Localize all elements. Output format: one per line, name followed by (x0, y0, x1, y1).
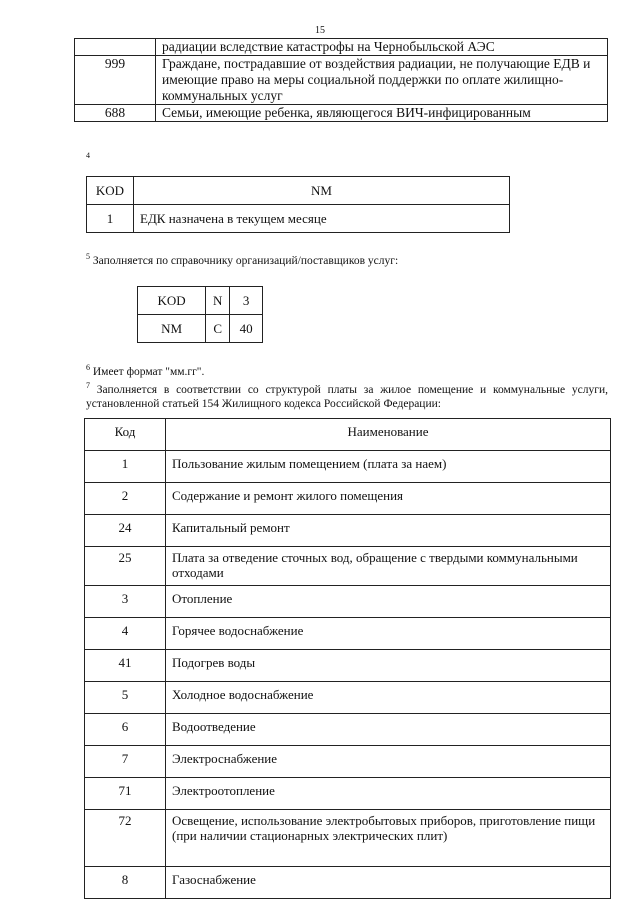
description-cell: Холодное водоснабжение (166, 682, 611, 714)
code-cell: 8 (85, 867, 166, 899)
table-row (85, 746, 611, 778)
header-cell: NM (134, 177, 510, 205)
code-cell: 999 (75, 56, 156, 105)
page-number: 15 (315, 25, 325, 36)
code-cell: 41 (85, 650, 166, 682)
table-row (85, 483, 611, 515)
table-row (75, 39, 608, 56)
description-cell: Плата за отведение сточных вод, обращение с твердыми коммунальными отходами (166, 547, 611, 586)
table-row (138, 287, 263, 315)
table-row (85, 586, 611, 618)
benefit-codes-table (74, 38, 608, 122)
code-cell: 3 (85, 586, 166, 618)
code-cell: 71 (85, 778, 166, 810)
code-cell: 2 (85, 483, 166, 515)
code-cell: 5 (85, 682, 166, 714)
table-row (85, 867, 611, 899)
table-row (85, 618, 611, 650)
table-cell: 40 (230, 315, 263, 343)
footnote-mark: 5 (86, 252, 90, 261)
table-row (85, 810, 611, 867)
edk-status-table (86, 176, 510, 233)
footnote-4-mark: 4 (86, 151, 90, 160)
table-row (75, 105, 608, 122)
footnote-text: Имеет формат "мм.гг". (92, 365, 205, 378)
footnote-mark: 6 (86, 363, 90, 372)
description-cell: Граждане, пострадавшие от воздействия радиации, не получающие ЕДВ и имеющие право на меры социальной поддержки по оплате жилищно-коммунальных услуг (156, 56, 608, 105)
description-cell: Отопление (166, 586, 611, 618)
table-row (85, 714, 611, 746)
description-cell: Содержание и ремонт жилого помещения (166, 483, 611, 515)
payment-structure-table (84, 418, 611, 899)
description-cell: радиации вследствие катастрофы на Чернобыльской АЭС (156, 39, 608, 56)
footnote-7 (86, 379, 608, 411)
table-row (85, 547, 611, 586)
code-cell: 1 (85, 451, 166, 483)
footnotes-6-7 (86, 361, 608, 411)
description-cell: Электроотопление (166, 778, 611, 810)
code-cell: 24 (85, 515, 166, 547)
code-cell: 1 (87, 205, 134, 233)
table-header-row (85, 419, 611, 451)
code-cell: 688 (75, 105, 156, 122)
header-cell: Код (85, 419, 166, 451)
footnote-5 (86, 252, 398, 267)
table-row (75, 56, 608, 105)
description-cell: Горячее водоснабжение (166, 618, 611, 650)
footnote-text: Заполняется по справочнику организаций/поставщиков услуг: (92, 254, 399, 267)
table-cell: N (206, 287, 230, 315)
description-cell: Подогрев воды (166, 650, 611, 682)
field-format-table (137, 286, 263, 343)
description-cell: Электроснабжение (166, 746, 611, 778)
table-cell: C (206, 315, 230, 343)
code-cell: 72 (85, 810, 166, 867)
table-header-row (87, 177, 510, 205)
code-cell: 4 (85, 618, 166, 650)
footnote-mark: 7 (86, 380, 90, 390)
table-row (85, 451, 611, 483)
code-cell: 25 (85, 547, 166, 586)
table-row (85, 682, 611, 714)
table-row (85, 778, 611, 810)
description-cell: Освещение, использование электробытовых приборов, приготовление пищи (при наличии стационарных электрических плит) (166, 810, 611, 867)
table-row (85, 515, 611, 547)
table-row (138, 315, 263, 343)
table-cell: KOD (138, 287, 206, 315)
table-row (87, 205, 510, 233)
description-cell: Пользование жилым помещением (плата за наем) (166, 451, 611, 483)
code-cell: 7 (85, 746, 166, 778)
description-cell: Газоснабжение (166, 867, 611, 899)
code-cell: 6 (85, 714, 166, 746)
description-cell: Семьи, имеющие ребенка, являющегося ВИЧ-инфицированным (156, 105, 608, 122)
description-cell: Капитальный ремонт (166, 515, 611, 547)
description-cell: Водоотведение (166, 714, 611, 746)
table-cell: 3 (230, 287, 263, 315)
header-cell: KOD (87, 177, 134, 205)
footnote-text: Заполняется в соответствии со структурой платы за жилое помещение и коммунальные услуги, установленной статьей 154 Жилищного кодекса Российской Федерации: (86, 383, 608, 410)
table-row (85, 650, 611, 682)
footnote-6 (86, 361, 608, 379)
description-cell: ЕДК назначена в текущем месяце (134, 205, 510, 233)
header-cell: Наименование (166, 419, 611, 451)
table-cell: NM (138, 315, 206, 343)
code-cell (75, 39, 156, 56)
